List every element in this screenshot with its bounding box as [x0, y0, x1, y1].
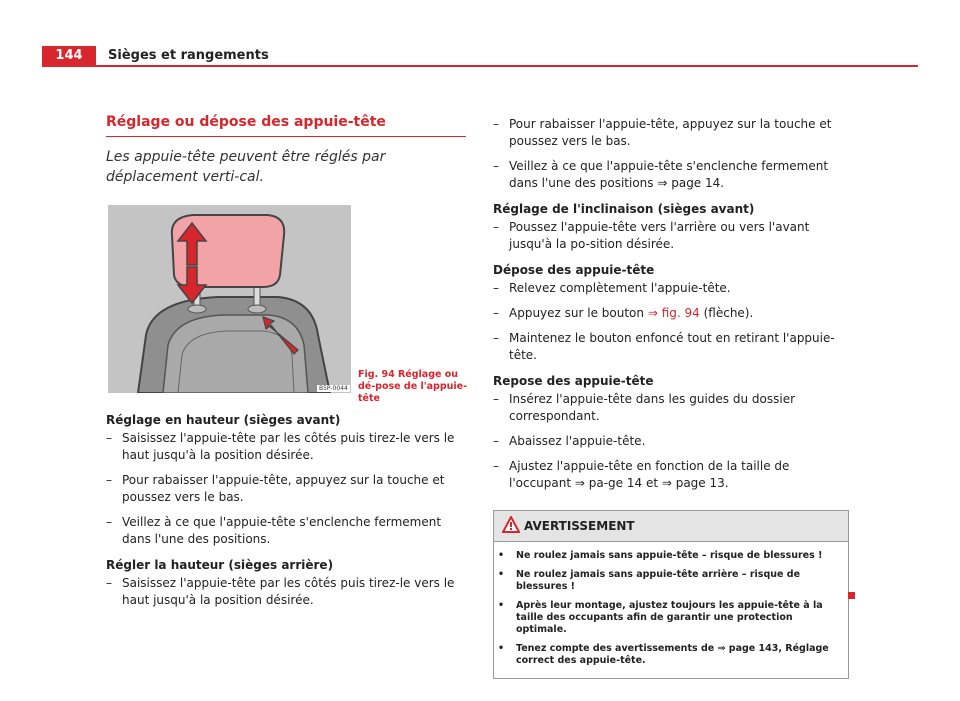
chapter-title: Sièges et rangements [108, 48, 269, 63]
refit-heading: Repose des appuie-tête [493, 374, 654, 388]
figure-caption: Fig. 94 Réglage ou dé-pose de l'appuie-tête [358, 369, 468, 404]
section-title: Réglage ou dépose des appuie-tête [106, 114, 466, 137]
list-item: – Saisissez l'appuie-tête par les côtés puis tirez-le vers le haut jusqu'à la position désirée. [106, 576, 455, 607]
list-item: – Maintenez le bouton enfoncé tout en retirant l'appuie-tête. [493, 331, 835, 362]
warning-item: • Ne roulez jamais sans appuie-tête arrière – risque de blessures ! [498, 569, 801, 592]
rear-height-heading: Régler la hauteur (sièges arrière) [106, 558, 334, 572]
warning-box [493, 510, 849, 679]
list-item: – Ajustez l'appuie-tête en fonction de la taille de l'occupant ⇒ pa-ge 14 et ⇒ page 13. [493, 459, 790, 490]
warning-item: • Ne roulez jamais sans appuie-tête – risque de blessures ! [498, 550, 823, 561]
list-item: – Veillez à ce que l'appuie-tête s'enclenche fermement dans l'une des positions. [106, 515, 442, 546]
right-column [493, 116, 849, 679]
list-item: – Relevez complètement l'appuie-tête. [493, 281, 731, 295]
page-number: 144 [42, 46, 96, 66]
warning-body [494, 542, 848, 678]
intro-text: Les appuie-tête peuvent être réglés par déplacement verti-cal. [106, 149, 386, 185]
list-item: – Insérez l'appuie-tête dans les guides du dossier correspondant. [493, 392, 796, 423]
list-item: – Appuyez sur le bouton ⇒ fig. 94 (flèche). [493, 306, 754, 320]
incline-heading: Réglage de l'inclinaison (sièges avant) [493, 202, 755, 216]
list-item: – Pour rabaisser l'appuie-tête, appuyez sur la touche et poussez vers le bas. [493, 117, 832, 148]
figure-code: B5P-0044 [319, 385, 348, 392]
list-item: – Poussez l'appuie-tête vers l'arrière ou vers l'avant jusqu'à la po-sition désirée. [493, 220, 810, 251]
list-item: – Abaissez l'appuie-tête. [493, 434, 646, 448]
header-divider [42, 65, 918, 67]
warning-header [494, 511, 848, 542]
section-end-marker [848, 592, 855, 599]
left-column [106, 114, 466, 617]
front-height-heading: Réglage en hauteur (sièges avant) [106, 413, 341, 427]
warning-title: AVERTISSEMENT [524, 519, 635, 533]
page-header [42, 46, 918, 66]
removal-heading: Dépose des appuie-tête [493, 263, 655, 277]
figure-94 [106, 205, 468, 404]
headrest-drawing [108, 205, 351, 393]
warning-triangle-icon [502, 516, 520, 537]
list-item: – Saisissez l'appuie-tête par les côtés puis tirez-le vers le haut jusqu'à la position désirée. [106, 431, 455, 462]
warning-item: • Tenez compte des avertissements de ⇒ page 143, Réglage correct des appuie-tête. [498, 643, 829, 666]
warning-item: • Après leur montage, ajustez toujours les appuie-tête à la taille des occupants afin de garantir une protection optimale. [498, 600, 823, 635]
headrest-illustration [108, 205, 351, 393]
figure-link[interactable]: ⇒ fig. 94 [647, 306, 700, 320]
list-item: – Pour rabaisser l'appuie-tête, appuyez sur la touche et poussez vers le bas. [106, 473, 445, 504]
list-item: – Veillez à ce que l'appuie-tête s'enclenche fermement dans l'une des positions ⇒ page 14. [493, 159, 829, 190]
